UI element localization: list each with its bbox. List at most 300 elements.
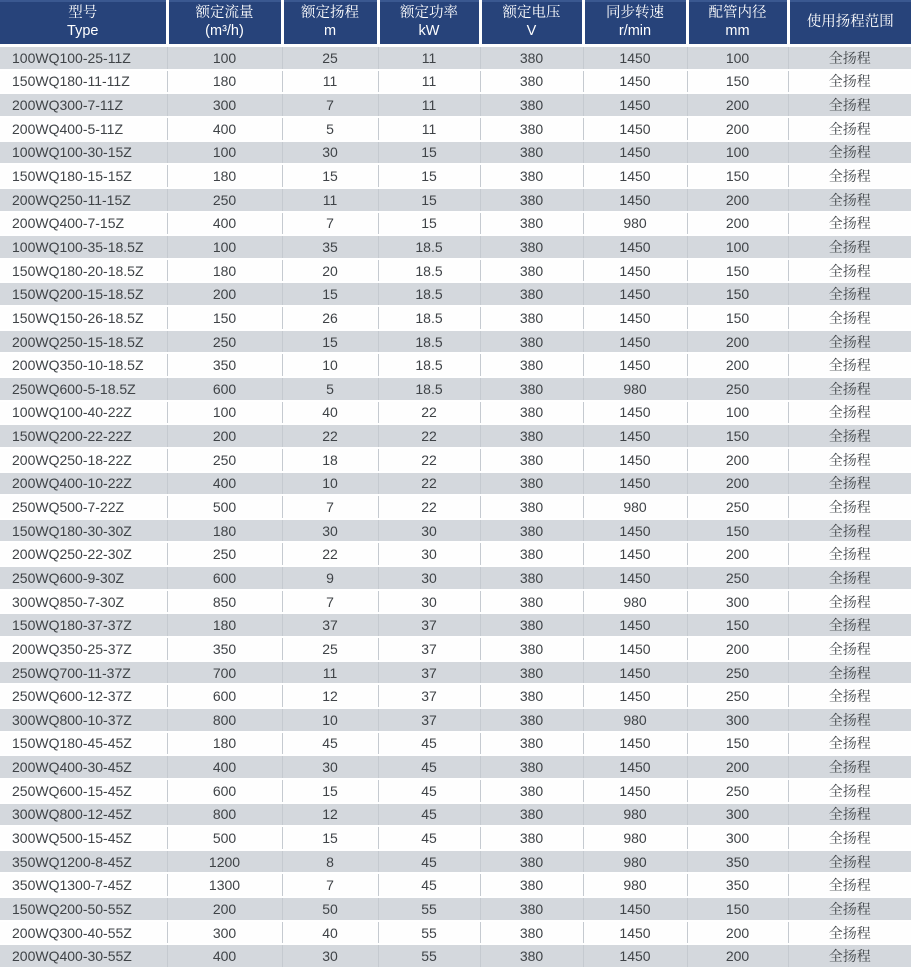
cell-rated-head: 22 [282,424,378,448]
table-row [0,46,911,70]
cell-rated-head: 50 [282,897,378,921]
table-row [0,613,911,637]
cell-rated-flow: 300 [167,921,282,945]
table-row [0,448,911,472]
cell-rated-flow: 600 [167,377,282,401]
cell-pipe-diameter: 200 [687,330,788,354]
table-row [0,803,911,827]
cell-pipe-diameter: 250 [687,566,788,590]
cell-rated-flow: 350 [167,637,282,661]
cell-rated-flow: 800 [167,803,282,827]
cell-pipe-diameter: 150 [687,259,788,283]
cell-rated-flow: 1300 [167,873,282,897]
cell-rated-voltage: 380 [480,755,583,779]
cell-rated-power: 45 [378,732,480,756]
cell-rated-voltage: 380 [480,401,583,425]
cell-sync-speed: 1450 [583,117,687,141]
cell-type: 300WQ500-15-45Z [0,826,167,850]
cell-rated-head: 5 [282,377,378,401]
cell-rated-head: 7 [282,495,378,519]
cell-pipe-diameter: 150 [687,732,788,756]
table-row [0,637,911,661]
cell-type: 300WQ800-12-45Z [0,803,167,827]
cell-pipe-diameter: 150 [687,282,788,306]
cell-pipe-diameter: 200 [687,921,788,945]
cell-rated-voltage: 380 [480,141,583,165]
cell-rated-head: 11 [282,661,378,685]
cell-sync-speed: 1450 [583,330,687,354]
cell-rated-head: 15 [282,779,378,803]
cell-sync-speed: 1450 [583,306,687,330]
cell-sync-speed: 1450 [583,235,687,259]
cell-rated-voltage: 380 [480,164,583,188]
cell-rated-head: 15 [282,330,378,354]
cell-head-range: 全扬程 [788,306,911,330]
cell-head-range: 全扬程 [788,259,911,283]
cell-rated-flow: 180 [167,613,282,637]
cell-rated-power: 37 [378,661,480,685]
cell-rated-voltage: 380 [480,330,583,354]
cell-head-range: 全扬程 [788,542,911,566]
cell-rated-power: 22 [378,448,480,472]
cell-sync-speed: 980 [583,377,687,401]
table-row [0,826,911,850]
cell-head-range: 全扬程 [788,212,911,236]
cell-rated-flow: 100 [167,401,282,425]
cell-rated-head: 25 [282,46,378,70]
cell-sync-speed: 980 [583,212,687,236]
cell-type: 250WQ600-9-30Z [0,566,167,590]
cell-rated-head: 7 [282,212,378,236]
cell-head-range: 全扬程 [788,897,911,921]
header-label-unit: mm [725,23,750,39]
column-header-sync-speed [583,1,687,46]
cell-rated-flow: 400 [167,212,282,236]
cell-type: 250WQ600-15-45Z [0,779,167,803]
cell-sync-speed: 980 [583,495,687,519]
cell-sync-speed: 1450 [583,164,687,188]
cell-sync-speed: 1450 [583,353,687,377]
table-body [0,46,911,967]
cell-pipe-diameter: 250 [687,779,788,803]
header-label-zh: 使用扬程范围 [806,14,894,31]
column-header-type [0,1,167,46]
cell-rated-head: 10 [282,708,378,732]
cell-rated-power: 22 [378,495,480,519]
cell-rated-flow: 180 [167,259,282,283]
header-label-zh: 型号 [68,5,98,22]
cell-pipe-diameter: 200 [687,93,788,117]
cell-head-range: 全扬程 [788,188,911,212]
cell-rated-voltage: 380 [480,944,583,967]
cell-head-range: 全扬程 [788,519,911,543]
cell-head-range: 全扬程 [788,803,911,827]
cell-pipe-diameter: 200 [687,637,788,661]
cell-rated-power: 55 [378,921,480,945]
cell-rated-head: 40 [282,921,378,945]
cell-rated-voltage: 380 [480,259,583,283]
cell-rated-power: 55 [378,944,480,967]
cell-sync-speed: 1450 [583,637,687,661]
table-row [0,708,911,732]
cell-rated-head: 30 [282,944,378,967]
header-label-unit: (m³/h) [205,23,244,39]
cell-sync-speed: 1450 [583,141,687,165]
cell-sync-speed: 1450 [583,897,687,921]
column-header-rated-head [282,1,378,46]
cell-head-range: 全扬程 [788,472,911,496]
cell-type: 200WQ400-30-55Z [0,944,167,967]
table-row [0,873,911,897]
cell-rated-power: 45 [378,755,480,779]
table-row [0,542,911,566]
cell-rated-flow: 180 [167,732,282,756]
cell-rated-voltage: 380 [480,117,583,141]
cell-type: 200WQ300-7-11Z [0,93,167,117]
cell-rated-head: 26 [282,306,378,330]
cell-rated-head: 25 [282,637,378,661]
cell-type: 200WQ300-40-55Z [0,921,167,945]
cell-rated-voltage: 380 [480,732,583,756]
cell-rated-head: 11 [282,188,378,212]
table-header [0,1,911,46]
cell-sync-speed: 1450 [583,944,687,967]
cell-pipe-diameter: 200 [687,188,788,212]
cell-head-range: 全扬程 [788,495,911,519]
cell-pipe-diameter: 250 [687,495,788,519]
cell-rated-voltage: 380 [480,235,583,259]
cell-rated-power: 11 [378,117,480,141]
cell-head-range: 全扬程 [788,117,911,141]
cell-rated-head: 7 [282,93,378,117]
cell-rated-head: 15 [282,282,378,306]
cell-rated-power: 22 [378,472,480,496]
table-row [0,897,911,921]
cell-rated-voltage: 380 [480,188,583,212]
cell-rated-voltage: 380 [480,779,583,803]
header-label-zh: 额定扬程 [301,5,359,22]
cell-rated-flow: 1200 [167,850,282,874]
cell-type: 200WQ250-18-22Z [0,448,167,472]
cell-rated-power: 45 [378,803,480,827]
cell-rated-voltage: 380 [480,661,583,685]
cell-rated-voltage: 380 [480,448,583,472]
cell-rated-voltage: 380 [480,70,583,94]
cell-type: 300WQ850-7-30Z [0,590,167,614]
cell-pipe-diameter: 200 [687,353,788,377]
cell-head-range: 全扬程 [788,448,911,472]
column-header-rated-flow [167,1,282,46]
table-row [0,921,911,945]
cell-sync-speed: 1450 [583,519,687,543]
table-row [0,353,911,377]
table-row [0,472,911,496]
cell-head-range: 全扬程 [788,826,911,850]
cell-rated-flow: 600 [167,566,282,590]
cell-rated-flow: 100 [167,235,282,259]
cell-sync-speed: 1450 [583,661,687,685]
cell-rated-voltage: 380 [480,424,583,448]
cell-type: 200WQ400-7-15Z [0,212,167,236]
cell-type: 150WQ180-11-11Z [0,70,167,94]
cell-pipe-diameter: 150 [687,164,788,188]
table-row [0,495,911,519]
cell-type: 350WQ1200-8-45Z [0,850,167,874]
cell-rated-power: 11 [378,46,480,70]
cell-rated-power: 37 [378,684,480,708]
cell-head-range: 全扬程 [788,93,911,117]
cell-rated-power: 11 [378,70,480,94]
cell-rated-flow: 180 [167,164,282,188]
cell-head-range: 全扬程 [788,661,911,685]
cell-rated-power: 11 [378,93,480,117]
cell-sync-speed: 1450 [583,472,687,496]
table-row [0,590,911,614]
cell-rated-voltage: 380 [480,850,583,874]
table-row [0,212,911,236]
header-row [0,1,911,46]
cell-head-range: 全扬程 [788,235,911,259]
cell-pipe-diameter: 350 [687,873,788,897]
cell-rated-flow: 800 [167,708,282,732]
cell-rated-voltage: 380 [480,353,583,377]
cell-sync-speed: 1450 [583,93,687,117]
header-label-zh: 额定电压 [502,5,561,22]
table-row [0,779,911,803]
cell-type: 300WQ800-10-37Z [0,708,167,732]
cell-rated-head: 11 [282,70,378,94]
cell-head-range: 全扬程 [788,637,911,661]
cell-rated-voltage: 380 [480,46,583,70]
cell-rated-head: 30 [282,755,378,779]
cell-rated-flow: 400 [167,117,282,141]
cell-rated-power: 22 [378,424,480,448]
cell-rated-voltage: 380 [480,282,583,306]
cell-rated-voltage: 380 [480,590,583,614]
cell-rated-power: 45 [378,850,480,874]
cell-pipe-diameter: 150 [687,424,788,448]
cell-rated-voltage: 380 [480,519,583,543]
cell-type: 150WQ200-50-55Z [0,897,167,921]
cell-type: 250WQ600-5-18.5Z [0,377,167,401]
cell-sync-speed: 980 [583,873,687,897]
cell-rated-power: 15 [378,141,480,165]
table-row [0,661,911,685]
table-row [0,93,911,117]
cell-rated-power: 55 [378,897,480,921]
cell-pipe-diameter: 100 [687,46,788,70]
cell-sync-speed: 980 [583,708,687,732]
cell-head-range: 全扬程 [788,377,911,401]
cell-head-range: 全扬程 [788,566,911,590]
cell-rated-head: 7 [282,873,378,897]
table-row [0,519,911,543]
cell-rated-head: 22 [282,542,378,566]
cell-pipe-diameter: 150 [687,519,788,543]
cell-sync-speed: 1450 [583,921,687,945]
cell-rated-power: 30 [378,542,480,566]
cell-rated-power: 30 [378,590,480,614]
cell-head-range: 全扬程 [788,779,911,803]
table-row [0,377,911,401]
cell-rated-voltage: 380 [480,921,583,945]
cell-head-range: 全扬程 [788,850,911,874]
table-row [0,117,911,141]
cell-rated-voltage: 380 [480,897,583,921]
cell-rated-head: 10 [282,472,378,496]
cell-rated-flow: 400 [167,944,282,967]
cell-rated-power: 15 [378,212,480,236]
cell-rated-flow: 500 [167,826,282,850]
cell-sync-speed: 980 [583,590,687,614]
header-label-unit: kW [418,23,440,39]
cell-sync-speed: 1450 [583,70,687,94]
cell-rated-voltage: 380 [480,566,583,590]
cell-rated-flow: 100 [167,141,282,165]
cell-head-range: 全扬程 [788,424,911,448]
cell-rated-voltage: 380 [480,212,583,236]
table-row [0,235,911,259]
cell-pipe-diameter: 150 [687,306,788,330]
cell-rated-flow: 100 [167,46,282,70]
cell-rated-power: 30 [378,566,480,590]
table-row [0,306,911,330]
cell-rated-power: 37 [378,613,480,637]
cell-rated-flow: 250 [167,330,282,354]
cell-rated-voltage: 380 [480,377,583,401]
cell-head-range: 全扬程 [788,944,911,967]
table-row [0,850,911,874]
column-header-rated-voltage [480,1,583,46]
cell-rated-flow: 600 [167,684,282,708]
header-label-unit: r/min [618,23,652,39]
cell-type: 350WQ1300-7-45Z [0,873,167,897]
column-header-pipe-diameter [687,1,788,46]
cell-rated-power: 15 [378,164,480,188]
cell-pipe-diameter: 150 [687,897,788,921]
header-label-unit: m [323,23,337,39]
cell-rated-head: 12 [282,684,378,708]
cell-rated-power: 18.5 [378,235,480,259]
cell-sync-speed: 1450 [583,448,687,472]
cell-sync-speed: 1450 [583,259,687,283]
cell-type: 200WQ350-25-37Z [0,637,167,661]
cell-head-range: 全扬程 [788,708,911,732]
cell-rated-flow: 400 [167,755,282,779]
cell-pipe-diameter: 150 [687,613,788,637]
header-label-zh: 额定功率 [400,5,458,22]
table-row [0,684,911,708]
cell-pipe-diameter: 300 [687,826,788,850]
cell-rated-flow: 180 [167,519,282,543]
cell-sync-speed: 980 [583,803,687,827]
cell-rated-flow: 250 [167,448,282,472]
cell-rated-head: 9 [282,566,378,590]
header-label-zh: 额定流量 [195,5,254,22]
cell-head-range: 全扬程 [788,873,911,897]
cell-type: 200WQ400-10-22Z [0,472,167,496]
cell-type: 100WQ100-35-18.5Z [0,235,167,259]
column-header-head-range [788,1,911,46]
cell-rated-power: 45 [378,873,480,897]
cell-rated-power: 18.5 [378,259,480,283]
cell-pipe-diameter: 300 [687,590,788,614]
cell-rated-power: 22 [378,401,480,425]
cell-rated-head: 10 [282,353,378,377]
cell-rated-power: 15 [378,188,480,212]
header-label-unit: V [526,23,537,39]
cell-type: 200WQ250-11-15Z [0,188,167,212]
cell-head-range: 全扬程 [788,684,911,708]
cell-type: 200WQ250-15-18.5Z [0,330,167,354]
cell-head-range: 全扬程 [788,921,911,945]
cell-type: 100WQ100-25-11Z [0,46,167,70]
cell-rated-flow: 150 [167,306,282,330]
cell-type: 150WQ180-37-37Z [0,613,167,637]
cell-rated-head: 5 [282,117,378,141]
cell-rated-voltage: 380 [480,826,583,850]
cell-rated-voltage: 380 [480,306,583,330]
cell-head-range: 全扬程 [788,282,911,306]
table-row [0,424,911,448]
cell-rated-power: 45 [378,826,480,850]
cell-rated-power: 45 [378,779,480,803]
cell-rated-power: 30 [378,519,480,543]
cell-sync-speed: 980 [583,850,687,874]
cell-pipe-diameter: 250 [687,377,788,401]
cell-type: 100WQ100-40-22Z [0,401,167,425]
cell-head-range: 全扬程 [788,353,911,377]
column-header-rated-power [378,1,480,46]
cell-rated-voltage: 380 [480,542,583,566]
cell-head-range: 全扬程 [788,70,911,94]
cell-pipe-diameter: 300 [687,708,788,732]
cell-rated-head: 37 [282,613,378,637]
cell-rated-power: 37 [378,637,480,661]
cell-rated-head: 8 [282,850,378,874]
cell-pipe-diameter: 200 [687,117,788,141]
cell-type: 100WQ100-30-15Z [0,141,167,165]
table-row [0,944,911,967]
cell-rated-flow: 200 [167,424,282,448]
cell-rated-head: 15 [282,164,378,188]
cell-head-range: 全扬程 [788,732,911,756]
table-row [0,755,911,779]
cell-head-range: 全扬程 [788,755,911,779]
cell-type: 250WQ600-12-37Z [0,684,167,708]
cell-rated-voltage: 380 [480,93,583,117]
cell-type: 150WQ150-26-18.5Z [0,306,167,330]
cell-rated-flow: 350 [167,353,282,377]
cell-rated-flow: 200 [167,282,282,306]
cell-rated-voltage: 380 [480,684,583,708]
cell-type: 150WQ180-20-18.5Z [0,259,167,283]
cell-rated-voltage: 380 [480,613,583,637]
cell-pipe-diameter: 350 [687,850,788,874]
cell-rated-head: 35 [282,235,378,259]
cell-rated-head: 7 [282,590,378,614]
cell-pipe-diameter: 100 [687,235,788,259]
cell-pipe-diameter: 200 [687,755,788,779]
cell-sync-speed: 1450 [583,684,687,708]
cell-pipe-diameter: 250 [687,684,788,708]
header-label-en: Type [67,23,99,39]
header-label-zh: 配管内径 [708,5,767,22]
cell-sync-speed: 1450 [583,424,687,448]
cell-type: 150WQ180-15-15Z [0,164,167,188]
cell-head-range: 全扬程 [788,613,911,637]
cell-rated-voltage: 380 [480,873,583,897]
